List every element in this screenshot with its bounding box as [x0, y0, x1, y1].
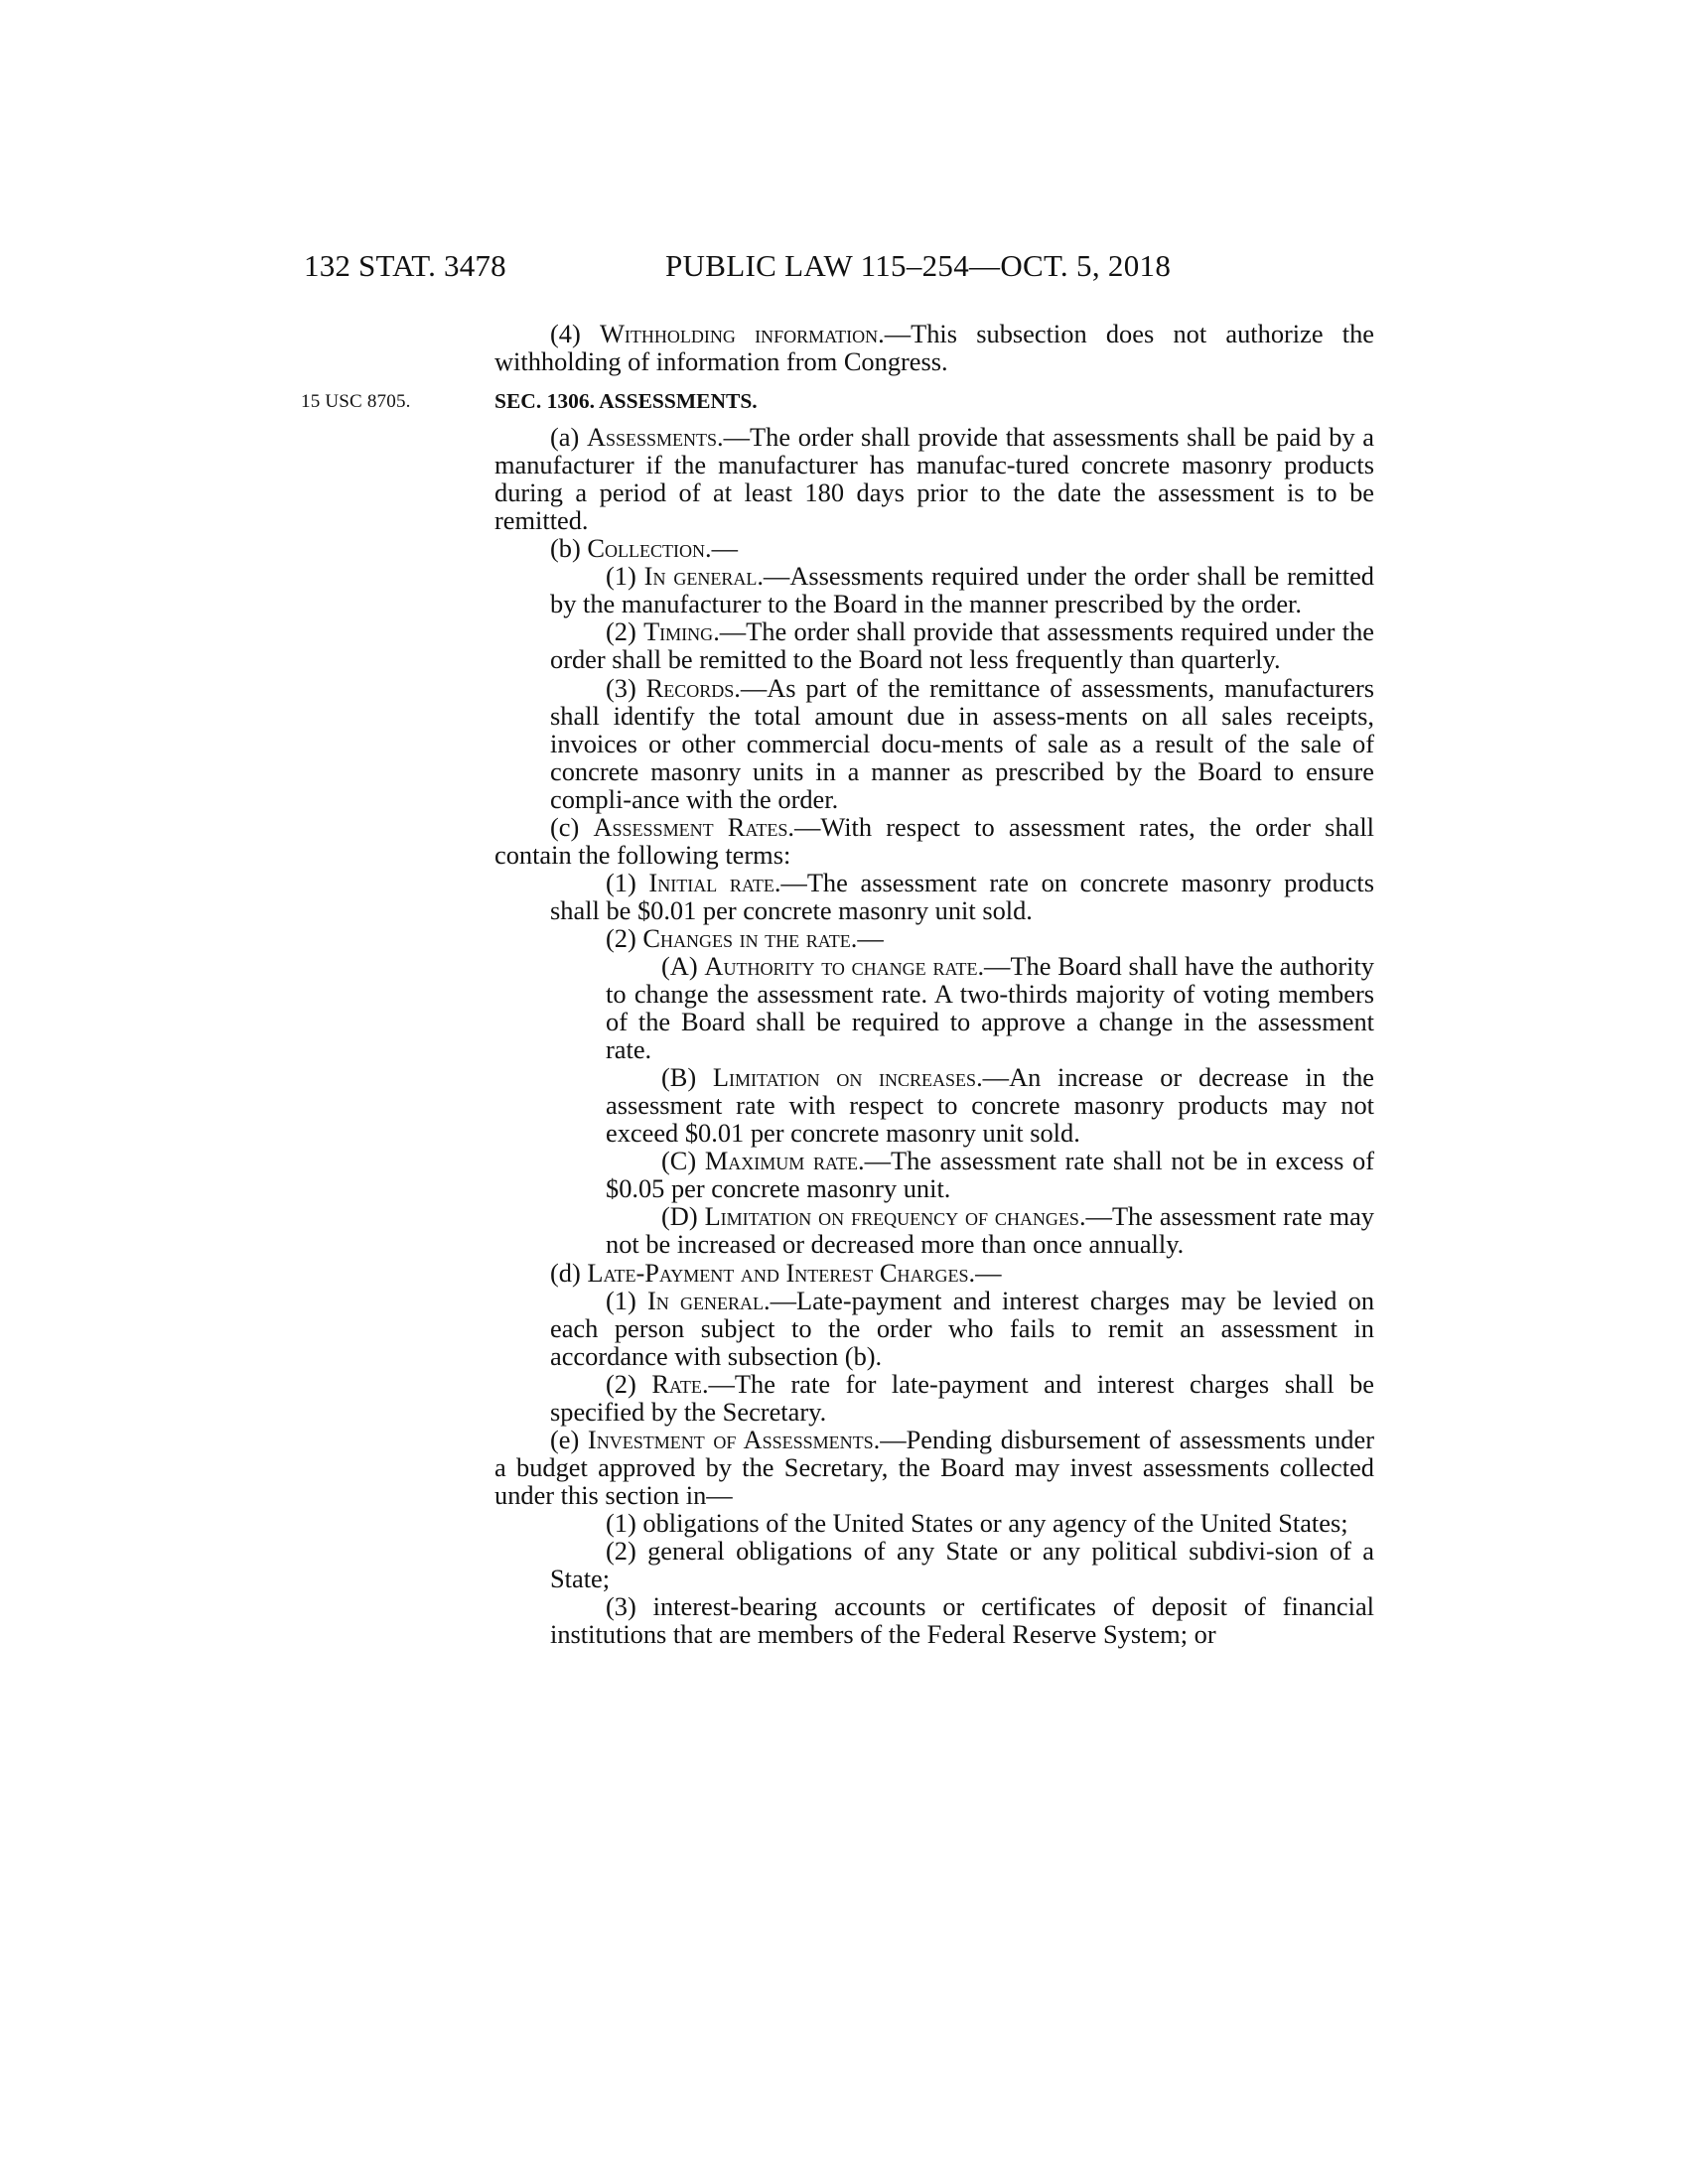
paragraph-b3-records: (3) Records.—As part of the remittance of assessments, manufacturers shall identify the total amount due in assess-ments on all sales receipts, invoices or other commercial docu-ments of sale as a result of the sale of concrete masonry units in a manner as prescribed by the Board to ensure compli-ance with the order.: [550, 672, 1374, 814]
statute-body: [301, 319, 1375, 1650]
subparagraph-c2d-limitation-frequency: (D) Limitation on frequency of changes.—The assessment rate may not be increased or decreased more than once annually.: [606, 1201, 1375, 1260]
subsection-a-assessments: (a) Assessments.—The order shall provide that assessments shall be paid by a manufacturer if the manufacturer has manufac-tured concrete masonry products during a period of at least 180 days prior to the date the assessment is to be remitted.: [494, 422, 1375, 536]
subsection-e-investment: (e) Investment of Assessments.—Pending disbursement of assessments under a budget approved by the Secretary, the Board may invest assessments collected under this section in—: [494, 1424, 1374, 1510]
paragraph-d2-rate: (2) Rate.—The rate for late-payment and interest charges shall be specified by the Secretary.: [550, 1368, 1375, 1427]
statute-page-number: 132 STAT. 3478: [304, 248, 506, 283]
section-heading: [301, 387, 1374, 415]
subparagraph-c2a-authority: (A) Authority to change rate.—The Board shall have the authority to change the assessment rate. A two-thirds majority of voting members of the Board shall be required to approve a change in the assessment rate.: [606, 950, 1375, 1065]
subsection-c-assessment-rates: (c) Assessment Rates.—With respect to assessment rates, the order shall contain the following terms:: [494, 811, 1375, 870]
paragraph-c2-changes-in-rate: (2) Changes in the rate.—: [606, 922, 884, 953]
paragraph-c1-initial-rate: (1) Initial rate.—The assessment rate on concrete masonry products shall be $0.01 per concrete masonry unit sold.: [550, 867, 1375, 925]
paragraph-b1-in-general: (1) In general.—Assessments required under the order shall be remitted by the manufacturer to the Board in the manner prescribed by the order.: [550, 561, 1375, 619]
paragraph-e3-interest-bearing-accounts: (3) interest-bearing accounts or certificates of deposit of financial institutions that are members of the Federal Reserve System; or: [550, 1591, 1374, 1650]
paragraph-b2-timing: (2) Timing.—The order shall provide that assessments required under the order shall be remitted to the Board not less frequently than quarterly.: [550, 616, 1374, 675]
subsection-d-late-payment: (d) Late-Payment and Interest Charges.—: [550, 1257, 1002, 1288]
subparagraph-c2c-maximum-rate: (C) Maximum rate.—The assessment rate shall not be in excess of $0.05 per concrete masonry unit.: [606, 1146, 1374, 1204]
page-header: [304, 248, 1374, 292]
paragraph-4-withholding-information: (4) Withholding information.—This subsection does not authorize the withholding of information from Congress.: [494, 319, 1375, 377]
subparagraph-c2b-limitation-increases: (B) Limitation on increases.—An increase or decrease in the assessment rate with respect to concrete masonry products may not exceed $0.01 per concrete masonry unit sold.: [606, 1062, 1375, 1149]
paragraph-e1-obligations-us: (1) obligations of the United States or any agency of the United States;: [606, 1507, 1348, 1538]
paragraph-e2-state-obligations: (2) general obligations of any State or any political subdivi-sion of a State;: [550, 1535, 1374, 1594]
subsection-b-collection: (b) Collection.—: [550, 533, 738, 564]
section-title: SEC. 1306. ASSESSMENTS.: [494, 389, 758, 414]
paragraph-d1-in-general: (1) In general.—Late-payment and interest charges may be levied on each person subject to the order who fails to remit an assessment in accordance with subsection (b).: [550, 1285, 1375, 1371]
public-law-citation: PUBLIC LAW 115–254—OCT. 5, 2018: [665, 248, 1172, 283]
margin-usc-citation: 15 USC 8705.: [301, 391, 411, 413]
